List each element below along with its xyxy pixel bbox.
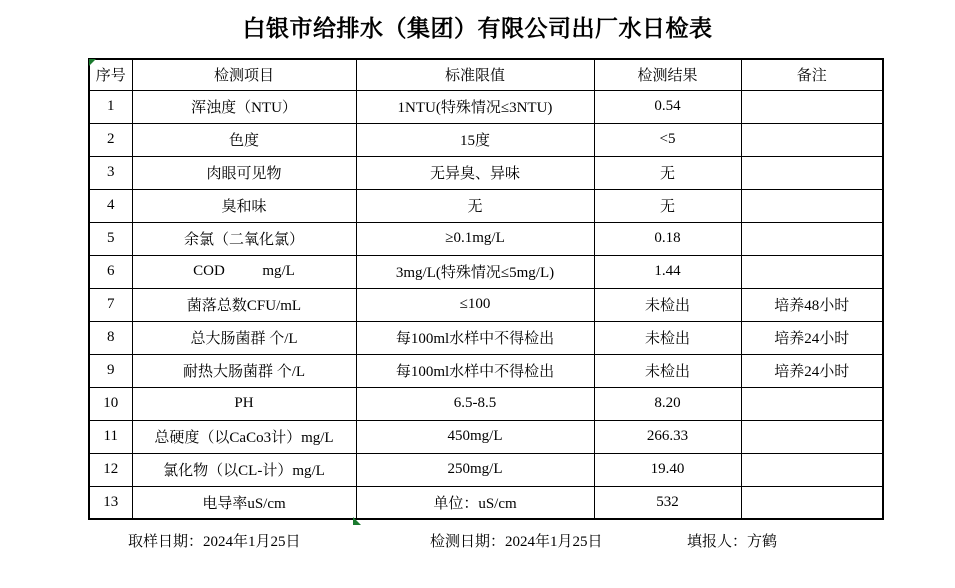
cell-test-item[interactable]: 臭和味 [132, 189, 356, 222]
cell-serial-no[interactable]: 6 [89, 255, 132, 288]
cell-result[interactable]: 无 [594, 189, 741, 222]
cell-remark[interactable] [741, 420, 883, 453]
header-cell-no[interactable]: 序号 [89, 59, 132, 90]
table-row [89, 288, 883, 321]
cell-test-item[interactable]: 浑浊度（NTU） [132, 90, 356, 123]
cell-result[interactable]: 266.33 [594, 420, 741, 453]
cell-serial-no[interactable]: 8 [89, 321, 132, 354]
cell-limit-value[interactable]: 15度 [356, 123, 594, 156]
cell-limit-value[interactable]: ≥0.1mg/L [356, 222, 594, 255]
test-date-label: 检测日期：2024年1月25日 [430, 534, 603, 550]
cell-limit-value[interactable]: 250mg/L [356, 453, 594, 486]
cell-limit-value[interactable]: 3mg/L(特殊情况≤5mg/L) [356, 255, 594, 288]
table-row [89, 486, 883, 519]
cell-serial-no[interactable]: 2 [89, 123, 132, 156]
cell-serial-no[interactable]: 12 [89, 453, 132, 486]
cell-serial-no[interactable]: 5 [89, 222, 132, 255]
cell-remark[interactable] [741, 255, 883, 288]
table-row [89, 90, 883, 123]
cell-test-item[interactable]: 余氯（二氧化氯） [132, 222, 356, 255]
table-row [89, 321, 883, 354]
table-row [89, 156, 883, 189]
cell-remark[interactable] [741, 156, 883, 189]
cell-result[interactable]: 未检出 [594, 354, 741, 387]
cell-limit-value[interactable]: 每100ml水样中不得检出 [356, 354, 594, 387]
cell-serial-no[interactable]: 13 [89, 486, 132, 519]
page-title: 白银市给排水（集团）有限公司出厂水日检表 [242, 16, 713, 41]
cell-serial-no[interactable]: 4 [89, 189, 132, 222]
table-row [89, 354, 883, 387]
header-cell-limit[interactable]: 标准限值 [356, 59, 594, 90]
cell-result[interactable]: 未检出 [594, 321, 741, 354]
reporter-label: 填报人：方鹤 [687, 534, 778, 550]
cell-result[interactable]: 532 [594, 486, 741, 519]
cell-limit-value[interactable]: 1NTU(特殊情况≤3NTU) [356, 90, 594, 123]
cell-remark[interactable] [741, 486, 883, 519]
header-cell-item[interactable]: 检测项目 [132, 59, 356, 90]
cell-test-item[interactable]: PH [132, 387, 356, 420]
cell-remark[interactable]: 培养48小时 [741, 288, 883, 321]
cell-test-item[interactable]: 总硬度（以CaCo3计）mg/L [132, 420, 356, 453]
cell-test-item[interactable]: 菌落总数CFU/mL [132, 288, 356, 321]
table-body [89, 90, 883, 519]
cell-result[interactable]: 0.18 [594, 222, 741, 255]
cell-result[interactable]: 未检出 [594, 288, 741, 321]
cell-result[interactable]: 0.54 [594, 90, 741, 123]
cell-result[interactable]: 8.20 [594, 387, 741, 420]
cell-result[interactable]: 无 [594, 156, 741, 189]
cell-remark[interactable] [741, 189, 883, 222]
header-cell-result[interactable]: 检测结果 [594, 59, 741, 90]
cell-test-item[interactable]: 肉眼可见物 [132, 156, 356, 189]
cell-remark[interactable]: 培养24小时 [741, 354, 883, 387]
cell-test-item[interactable]: 耐热大肠菌群 个/L [132, 354, 356, 387]
cell-serial-no[interactable]: 10 [89, 387, 132, 420]
cell-remark[interactable] [741, 222, 883, 255]
cell-serial-no[interactable]: 3 [89, 156, 132, 189]
cell-remark[interactable]: 培养24小时 [741, 321, 883, 354]
cell-limit-value[interactable]: 450mg/L [356, 420, 594, 453]
cell-limit-value[interactable]: 6.5-8.5 [356, 387, 594, 420]
cell-serial-no[interactable]: 7 [89, 288, 132, 321]
cell-limit-value[interactable]: 无异臭、异味 [356, 156, 594, 189]
inspection-table [88, 58, 884, 520]
cell-test-item[interactable]: COD mg/L [132, 255, 356, 288]
table-row [89, 255, 883, 288]
table-row [89, 189, 883, 222]
cell-serial-no[interactable]: 1 [89, 90, 132, 123]
cell-limit-value[interactable]: ≤100 [356, 288, 594, 321]
cell-limit-value[interactable]: 无 [356, 189, 594, 222]
table-row [89, 420, 883, 453]
cell-remark[interactable] [741, 123, 883, 156]
cell-result[interactable]: 1.44 [594, 255, 741, 288]
header-row [89, 59, 883, 90]
cell-test-item[interactable]: 氯化物（以CL-计）mg/L [132, 453, 356, 486]
table-row [89, 453, 883, 486]
table-row [89, 387, 883, 420]
cell-remark[interactable] [741, 90, 883, 123]
cell-serial-no[interactable]: 9 [89, 354, 132, 387]
cell-remark[interactable] [741, 453, 883, 486]
cell-remark[interactable] [741, 387, 883, 420]
cell-test-item[interactable]: 电导率uS/cm [132, 486, 356, 519]
excel-corner-marker-icon [89, 59, 96, 66]
cell-limit-value[interactable]: 每100ml水样中不得检出 [356, 321, 594, 354]
header-cell-remark[interactable]: 备注 [741, 59, 883, 90]
table-row [89, 222, 883, 255]
cell-result[interactable]: 19.40 [594, 453, 741, 486]
cell-limit-value[interactable]: 单位：uS/cm [356, 486, 594, 519]
cell-serial-no[interactable]: 11 [89, 420, 132, 453]
table-row [89, 123, 883, 156]
sampling-date-label: 取样日期：2024年1月25日 [128, 534, 301, 550]
cell-test-item[interactable]: 色度 [132, 123, 356, 156]
excel-cell-flag-icon [353, 517, 361, 525]
cell-test-item[interactable]: 总大肠菌群 个/L [132, 321, 356, 354]
cell-result[interactable]: <5 [594, 123, 741, 156]
